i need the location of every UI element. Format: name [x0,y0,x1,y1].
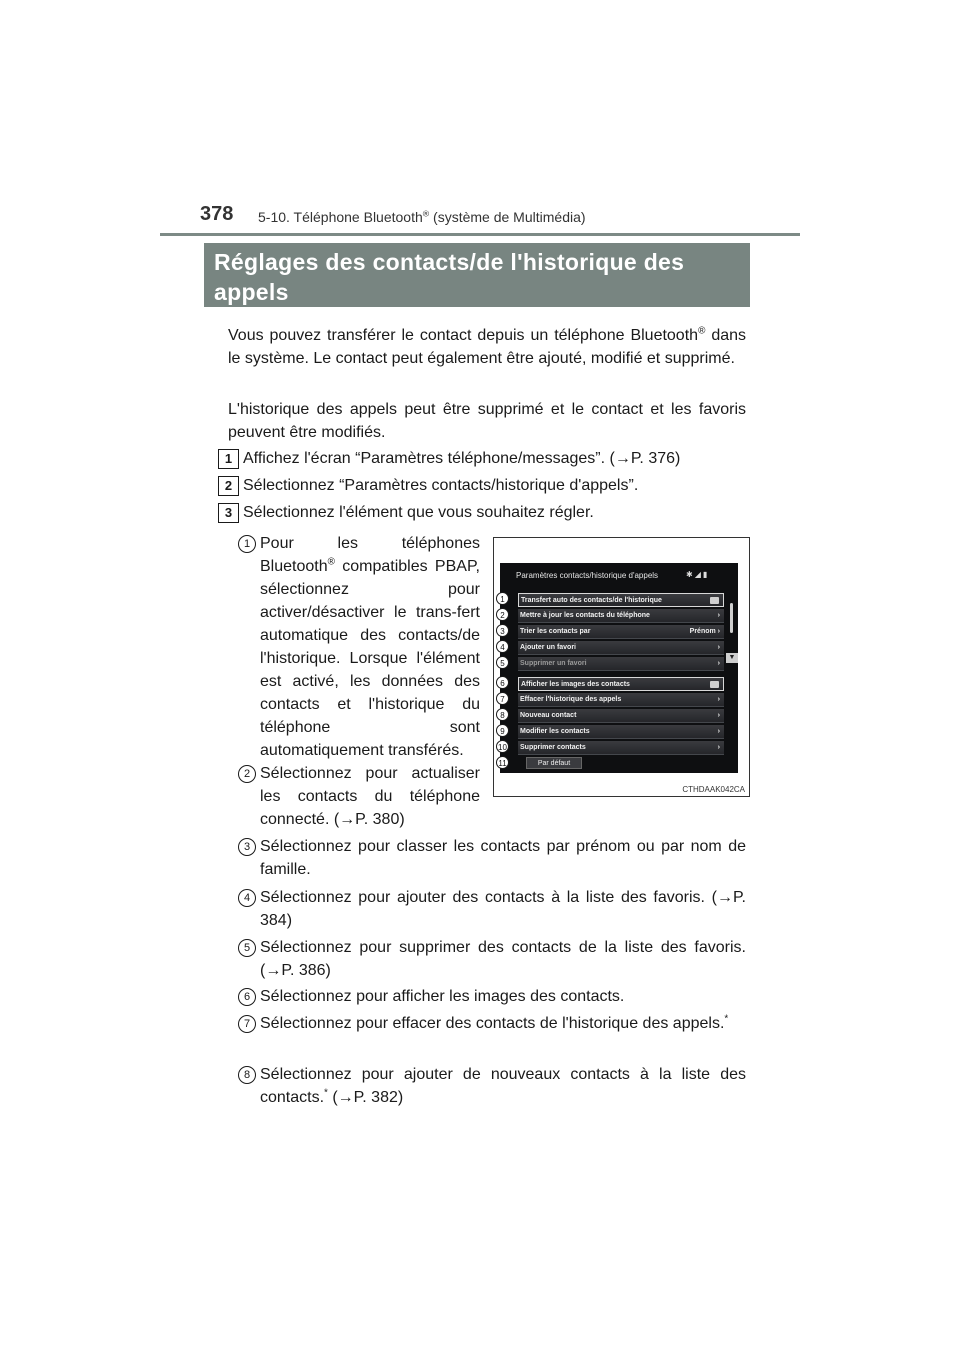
menu-row-label: Afficher les images des contacts [521,681,630,688]
menu-row-sort-contacts[interactable] [518,625,724,639]
registered-mark: ® [422,208,430,219]
item-text: Sélectionnez pour classer les contacts par prénom ou par nom de famille. [260,838,746,878]
menu-row-label: Mettre à jour les contacts du téléphone [520,612,650,619]
callout-7: 7 [496,692,509,705]
step-text: Sélectionnez l'élément que vous souhaitez régler. [243,504,594,521]
item-text [260,1063,746,1109]
chevron-right-icon: › [717,712,720,719]
menu-row-new-contact[interactable] [518,709,724,723]
scroll-down-icon[interactable]: ▼ [726,653,738,663]
menu-row-update-contacts[interactable] [518,609,724,623]
intro-paragraph-2: L'historique des appels peut être supprimé et le contact et les favoris peuvent être modifiés. [228,401,746,441]
menu-row-transfer-auto[interactable] [518,593,724,607]
menu-row-label: Supprimer un favori [520,660,587,667]
registered-mark: ® [698,325,706,337]
menu-row-label: Nouveau contact [520,712,577,719]
step-2 [218,476,638,496]
menu-row-label: Transfert auto des contacts/de l'historique [521,597,662,604]
menu-row-label: Effacer l'historique des appels [520,696,622,703]
chapter-title-suffix: (système de Multimédia) [429,209,586,225]
menu-row-edit-contacts[interactable] [518,725,724,739]
menu-row-show-images[interactable] [518,677,724,691]
sort-value: Prénom › [689,628,720,635]
intro-p1-b: dans le système. Le contact peut également être ajouté, modifié et supprimé. [228,327,747,367]
item-number: 2 [238,765,256,783]
asterisk-mark: * [724,1013,729,1025]
asterisk-mark: * [324,1087,328,1099]
step-3 [218,503,594,523]
menu-row-label: Modifier les contacts [520,728,590,735]
item-text [260,532,480,762]
item-number: 7 [238,1015,256,1033]
checkbox-icon[interactable] [710,681,719,688]
menu-row-clear-history[interactable] [518,693,724,707]
callout-11: 11 [496,756,509,769]
step-1 [218,449,680,469]
chevron-right-icon: › [717,744,720,751]
step-text: Sélectionnez “Paramètres contacts/historique d'appels”. [243,477,639,494]
chevron-right-icon: › [717,696,720,703]
menu-row-label: Ajouter un favori [520,644,577,651]
device-screen [500,563,738,773]
item-1-text-b: compatibles PBAP, sélectionnez pour activer/désactiver le trans-fert automatique des contacts/de l'historique. Lorsque l'élément est activé, les données des contacts et l'historique du téléphone sont automatiquement transférés. [260,558,480,759]
menu-row-add-favorite[interactable] [518,641,724,655]
callout-2: 2 [496,608,509,621]
item-number: 6 [238,988,256,1006]
page-number: 378 [200,203,234,225]
callout-10: 10 [496,740,509,753]
chevron-right-icon: › [717,660,720,667]
callout-5: 5 [496,656,509,669]
callout-6: 6 [496,676,509,689]
callout-3: 3 [496,624,509,637]
chevron-right-icon: › [717,644,720,651]
status-icons [686,570,709,579]
item-text: Sélectionnez pour ajouter des contacts à la liste des favoris. (→P. 384) [260,889,746,929]
callout-1: 1 [496,592,509,605]
menu-row-label: Supprimer contacts [520,744,586,751]
default-button[interactable]: Par défaut [526,757,582,769]
callout-4: 4 [496,640,509,653]
item-text: Sélectionnez pour afficher les images des contacts. [260,988,625,1005]
item-7-text: Sélectionnez pour effacer des contacts de l'historique des appels. [260,1015,725,1032]
callout-8: 8 [496,708,509,721]
item-8-text-b: (→P. 382) [327,1089,404,1106]
settings-screen-figure [493,537,750,797]
step-number: 3 [218,503,239,523]
scrollbar[interactable] [730,603,733,633]
item-8-text-a: Sélectionnez pour ajouter de nouveaux contacts à la liste des contacts. [260,1066,746,1106]
chevron-right-icon: › [717,728,720,735]
bluetooth-icon: ✱ [686,570,695,579]
intro-p1-a: Vous pouvez transférer le contact depuis un téléphone Bluetooth [228,327,699,344]
item-number: 4 [238,889,256,907]
item-text: Sélectionnez pour actualiser les contacts du téléphone connecté. (→P. 380) [260,765,480,828]
registered-mark: ® [327,556,335,568]
item-number: 5 [238,939,256,957]
figure-code: CTHDAAK042CA [682,785,745,794]
menu-row-label: Trier les contacts par [520,628,591,635]
chevron-right-icon: › [717,612,720,619]
menu-row-delete-contacts[interactable] [518,741,724,755]
item-1-text-a: Pour les téléphones Bluetooth [260,535,480,575]
step-text: Affichez l'écran “Paramètres téléphone/messages”. (→P. 376) [243,450,681,467]
item-text [260,1012,746,1035]
section-title: Réglages des contacts/de l'historique des appels [204,243,750,307]
intro-paragraph-1 [228,324,746,370]
step-number: 1 [218,449,239,469]
checkbox-icon[interactable] [710,597,719,604]
signal-icon: ◢ [694,570,703,579]
callout-9: 9 [496,724,509,737]
chapter-title [258,209,586,225]
menu-row-delete-favorite[interactable] [518,657,724,671]
battery-icon: ▮ [702,570,710,579]
item-number: 3 [238,838,256,856]
item-text: Sélectionnez pour supprimer des contacts de la liste des favoris. (→P. 386) [260,939,746,979]
item-number: 1 [238,535,256,553]
screen-title: Paramètres contacts/historique d'appels [516,571,659,580]
item-number: 8 [238,1066,256,1084]
chapter-title-prefix: 5-10. Téléphone Bluetooth [258,209,423,225]
header-divider [160,233,800,236]
step-number: 2 [218,476,239,496]
